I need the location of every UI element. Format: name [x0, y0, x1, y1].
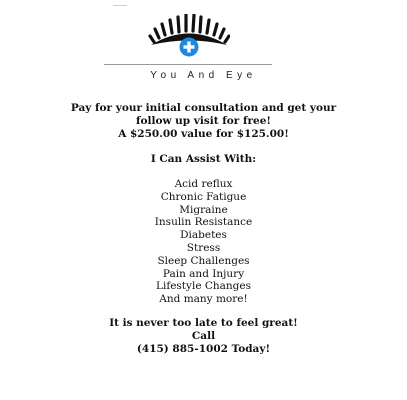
service-item: Chronic Fatigue [160, 190, 247, 203]
brand-divider [104, 64, 272, 65]
service-item: Stress [186, 241, 221, 254]
service-item: Lifestyle Changes [155, 280, 252, 293]
assist-heading: I Can Assist With: [150, 153, 257, 165]
service-item: Sleep Challenges [157, 254, 250, 267]
offer-line-2: follow up visit for free! [135, 114, 272, 127]
cta-line-2: Call [191, 329, 216, 342]
call-to-action [0, 317, 407, 355]
cta-line-1: It is never too late to feel great! [109, 317, 298, 329]
service-item: Migraine [179, 203, 228, 216]
service-item: Diabetes [180, 229, 227, 242]
eye-cross-icon [148, 14, 230, 58]
offer-text [0, 102, 407, 140]
service-item: And many more! [159, 293, 248, 306]
top-edge-mark [113, 5, 127, 6]
offer-line-3: A $250.00 value for $125.00! [118, 127, 289, 140]
services-list [0, 178, 407, 306]
service-item: Pain and Injury [162, 267, 245, 280]
phone-number: (415) 885-1002 Today! [136, 342, 271, 355]
service-item: Acid reflux [174, 178, 233, 190]
service-item: Insulin Resistance [154, 216, 253, 229]
offer-line-1: Pay for your initial consultation and get your [70, 102, 337, 114]
brand-name: You And Eye [150, 70, 257, 81]
